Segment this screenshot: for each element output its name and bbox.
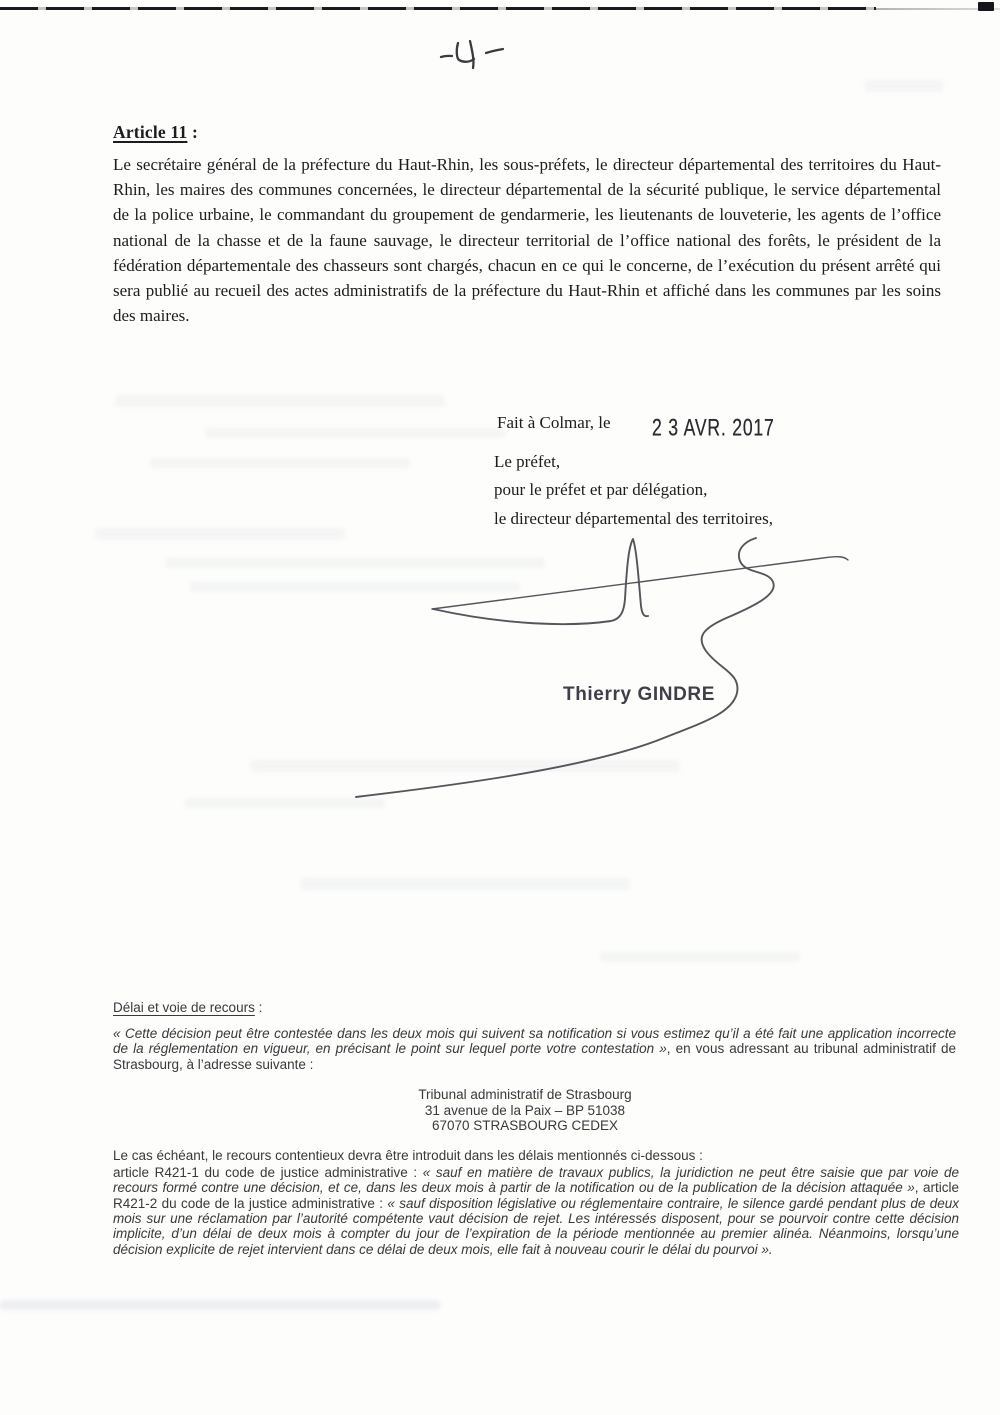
recours-heading: [113, 1000, 262, 1015]
legal-quote-1: « sauf en matière de travaux publics, la juridiction ne peut être saisie que par voie de recours formé contre une décision, et ce, dans les deux mois à partir de la notification ou de la publication de la décision attaquée »: [113, 1165, 959, 1196]
signatory-title-lines: [494, 448, 773, 533]
tribunal-address-line: 31 avenue de la Paix – BP 51038: [424, 1102, 626, 1118]
scan-corner-artifact: [978, 2, 994, 11]
tribunal-address-line: Tribunal administratif de Strasbourg: [418, 1087, 632, 1102]
recours-quote-1-rest: , en vous adressant au tribunal administratif de Strasbourg, à l’adresse suivante :: [113, 1041, 956, 1072]
dateline: Fait à Colmar, le: [497, 413, 611, 432]
recours-heading-text: Délai et voie de recours: [113, 1000, 255, 1015]
recours-legal-paragraph: [113, 1165, 959, 1257]
signatory-line: le directeur départemental des territoires,: [494, 508, 773, 528]
bleed-through-artifact: [115, 395, 445, 407]
recours-intro: Le cas échéant, le recours contentieux devra être introduit dans les délais mentionnés ci-dessous :: [113, 1148, 703, 1163]
legal-quote-2: « sauf disposition législative ou réglementaire contraire, le silence gardé pendant plus de deux mois sur une réclamation par l’autorité compétente vaut décision de rejet. Les intéressés disposent, pour se pourvoir contre cette décision implicite, d’un délai de deux mois à compter du jour de l’expiration de la période mentionnée au premier alinéa. Néanmoins, lorsqu’une décision explicite de rejet intervient dans ce délai de deux mois, elle fait à nouveau courir le délai du pourvoi ».: [113, 1195, 959, 1257]
recours-quote-1: « Cette décision peut être contestée dans les deux mois qui suivent sa notification si vous estimez qu’il a été fait une application incorrecte de la réglementation en vigueur, en précisant le point sur lequel porte votre contestation »: [113, 1026, 956, 1057]
tribunal-address-line: 67070 STRASBOURG CEDEX: [431, 1118, 619, 1134]
signatory-line: pour le préfet et par délégation,: [494, 480, 708, 500]
date-stamp: 2 3 AVR. 2017: [652, 414, 775, 441]
tribunal-address: [300, 1087, 750, 1134]
bleed-through-artifact: [150, 458, 410, 468]
signature: [340, 525, 860, 810]
signatory-line: Le préfet,: [494, 452, 561, 471]
bleed-through-artifact: [95, 528, 345, 540]
bleed-through-artifact: [865, 80, 943, 92]
scan-edge-artifact: [0, 7, 876, 10]
recours-paragraph: [113, 1026, 956, 1072]
article-heading-text: Article 11: [113, 122, 188, 142]
bleed-through-artifact: [300, 878, 630, 890]
article-body: Le secrétaire général de la préfecture du Haut-Rhin, les sous-préfets, le directeur départemental des territoires du Haut-Rhin, les maires des communes concernées, le directeur départemental de la sécurité publique, le service départemental de la police urbaine, le commandant du groupement de gendarmerie, les lieutenants de louveterie, les agents de l’office national de la chasse et de la faune sauvage, le directeur territorial de l’office national des forêts, le président de la fédération départementale des chasseurs sont chargés, chacun en ce qui le concerne, de l’exécution du présent arrêté qui sera publié au recueil des actes administratifs de la préfecture du Haut-Rhin et affiché dans les communes par les soins des maires.: [113, 155, 941, 326]
legal-ref-1: article R421-1 du code de justice administrative :: [113, 1165, 423, 1180]
recours-heading-colon: :: [254, 1000, 263, 1015]
bleed-through-artifact: [600, 952, 800, 962]
bleed-through-artifact: [0, 1300, 440, 1310]
signatory-name: Thierry GINDRE: [563, 684, 715, 705]
page-number: [428, 30, 518, 80]
bleed-through-artifact: [205, 428, 505, 438]
article-heading: [113, 122, 198, 143]
article-heading-colon: :: [187, 122, 199, 142]
legal-ref-2: , article R421-2 du code de la justice administrative :: [113, 1180, 959, 1211]
